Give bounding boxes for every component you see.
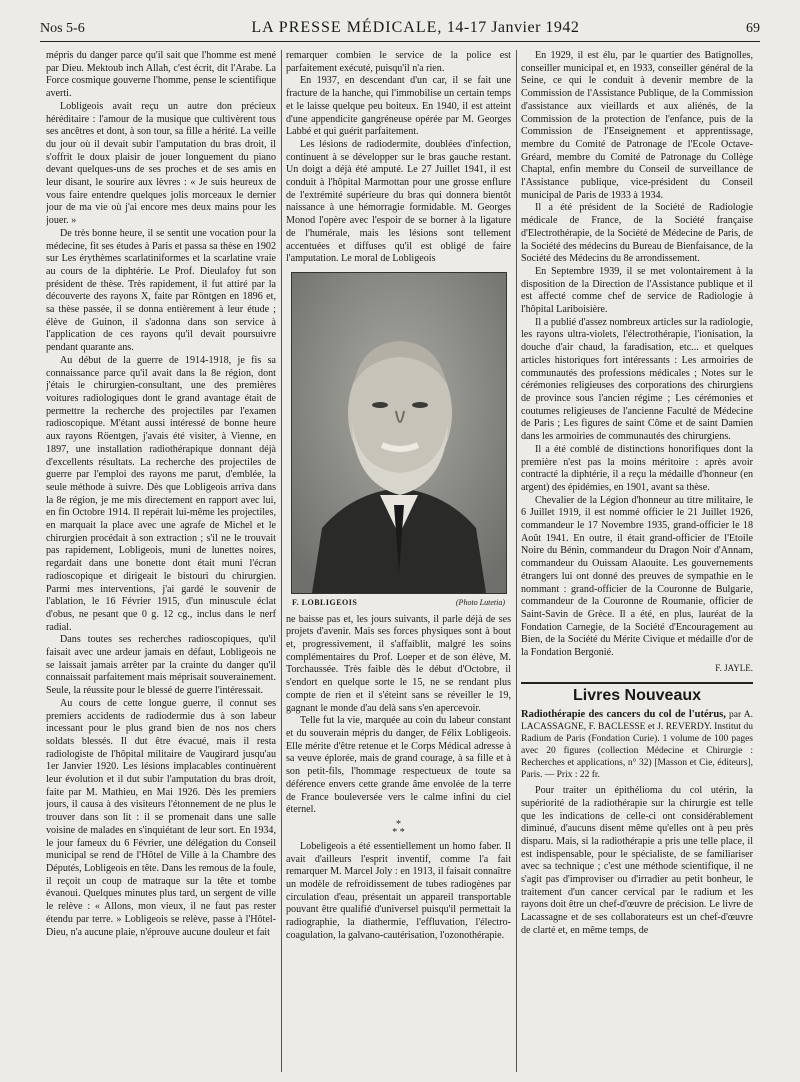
section-heading: Livres Nouveaux xyxy=(521,682,753,703)
paragraph: mépris du danger parce qu'il sait que l'homme est mené par Dieu. Mektoub inch Allah, c'est écrit, dit l'Arabe. La Force cosmique gouverne l'homme, pense le scientifique averti. xyxy=(46,50,276,100)
book-review-header xyxy=(521,709,753,781)
book-review-text: Pour traiter un épithélioma du col utérin, la supériorité de la radiothérapie sur la chirurgie est telle que les indications de celle-ci ont considérablement diminué, d'aucuns disent même qu'elles ont à peu près disparu. Mais, si la radiothérapie a pris une telle place, il est indispensable, pour le spécialiste, de se familiariser avec sa technique ; c'est une méthode scientifique, il ne s'agit pas d'improviser ou d'irradier au petit bonheur, le traitement d'un cancer cervical par le radium et les rayons doit être un chef-d'œuvre de précision. Le livre de Lacassagne et de ses collaborateurs est un chef-d'œuvre de clarté et, en même temps, de xyxy=(521,785,753,936)
column-left xyxy=(46,50,276,1072)
portrait-image xyxy=(292,273,506,593)
paragraph: En 1937, en descendant d'un car, il se fait une fracture de la hanche, qui l'immobilise un certain temps et le laisse quelque peu boiteux. En 1940, il est atteint d'une appendicite gangréneuse opérée par M. Georges Labbé et qui guérit parfaitement. xyxy=(286,75,511,138)
paragraph: En Septembre 1939, il se met volontairement à la disposition de la Direction de l'Assistance publique et il est affecté comme chef de service de Radiologie à l'hôpital Lariboisière. xyxy=(521,265,753,316)
issue-date: 14-17 Janvier 1942 xyxy=(446,19,580,36)
portrait-photo xyxy=(291,272,507,594)
column-middle xyxy=(286,50,511,1072)
paragraph: Au cours de cette longue guerre, il connut ses premiers accidents de radiodermie dus à son labeur incessant pour le plus grand bien de nos nos chers soldats blessés. Il dut être évacué, mais il resta radiologiste de l'hôpital militaire de Vaugirard jusqu'au 1er Janvier 1920. Les lésions implacables continuèrent leur évolution et il dut subir l'amputation du bras droit, faite par M. Mathieu, en Mai 1926. Dès les premiers jours, il causa à des visiteurs l'étonnement de ne plus le trouver dans son lit : il se promenait dans une salle voisine de malades en s'inquiétant de leur sort. En 1934, le jour fameux du 6 Février, une délégation du Conseil municipal se rend de l'Hôtel de Ville à la Chambre des Députés, Lobligeois en tête. Dans les remous de la foule, il reçoit un coup de matraque sur la tête et tombe évanoui. Quelques minutes plus tard, un sergent de ville le relève : « Allons, mon vieux, il ne faut pas rester étendu par terre. » Lobligeois se relève, passe à l'Hôtel-Dieu, n'a aucune plaie, n'éprouve aucune douleur et fait xyxy=(46,697,276,938)
page-number: 69 xyxy=(746,21,760,36)
paragraph: Il a publié d'assez nombreux articles sur la radiologie, les rayons ultra-violets, l'électrothérapie, l'ionisation, la douche d'air chaud, la faradisation, etc... et quelques articles historiques fort intéressants : Les armoiries de communautés des professions médicales ; Notes sur le cérémonies religieuses des corporations des chirurgiens de province sous l'ancien régime ; Les cérémonies et coutumes religieuses de l'ancienne Faculté de Médecine de Paris ; Les figures de saint Côme et de saint Damien dans les armoiries de communautés des chirurgiens. xyxy=(521,316,753,443)
book-title: Radiothérapie des cancers du col de l'utérus, xyxy=(521,709,726,721)
author-signature: F. JAYLE. xyxy=(715,662,753,673)
separator-stars: * * xyxy=(392,826,405,838)
paragraph: Lobligeois avait reçu un autre don précieux héréditaire : l'amour de la musique que cultivèrent tous ses ancêtres et dont, à son tour, sa fille a hérité. La veille du jour où il devait subir l'amputation du bras droit, il s'offrit le doux plaisir de jouer longuement du piano devant quelques-uns de ses proches et de ses amis en leur disant, le sourire aux lèvres : « Je suis heureux de vous faire entendre quelques jolis morceaux le dernier jour de ma vie où j'ai encore mes deux mains pour les jouer. » xyxy=(46,100,276,227)
paragraph: De très bonne heure, il se sentit une vocation pour la médecine, fit ses études à Paris et passa sa thèse en 1902 sur Les érythèmes scarlatiniformes et la scarlatine vraie au cours de la diphtérie. Le Prof. Dieulafoy fut son président de thèse. Très rapidement, il fut attiré par la découverte des rayons X, faite par Röntgen en 1896 et, sa thèse passée, il se donna entièrement à leur étude ; élève de Guinon, il s'adonna dans son service à l'application de ces rayons qu'il devait poursuivre pendant quarante ans. xyxy=(46,227,276,354)
page-header xyxy=(40,12,760,42)
masthead xyxy=(251,19,579,37)
paragraph: ne baisse pas et, les jours suivants, il parle déjà de ses projets d'avenir. Mais ses forces physiques sont à bout et, progressivement, il s'affaiblit, malgré les soins complémentaires du Prof. Loeper et de son élève, M. Torchaussée. Très faible dès le début d'Octobre, il s'endort en quelque sorte le 15, ne se rendant plus compte de rien et il s'éteint sans se réveiller le 19, gagnant le monde d'au delà sans s'en apercevoir. xyxy=(286,613,511,714)
publication-name: LA PRESSE MÉDICALE, xyxy=(251,19,443,36)
book-authors: par A. LACASSAGNE, F. BACLESSE et J. REVERDY. Institut du Radium de Paris (Fondation Curie). 1 volume de 100 pages avec 20 figures (collection Médecine et Chirurgie : Recherches et applications, n° 32) [Masson et Cie, éditeurs], Paris. — Prix : 22 fr. xyxy=(521,710,753,781)
separator-star: * xyxy=(396,818,401,830)
paragraph: Dans toutes ses recherches radioscopiques, qu'il faisait avec une ardeur jamais en défaut, Lobligeois ne se laissait jamais arrêter par la crainte du danger qu'il connaissait parfaitement mais méprisait souverainement. Seule, la réussite pour le blessé de guerre l'intéressait. xyxy=(46,634,276,697)
column-divider xyxy=(516,50,517,1072)
paragraph: Chevalier de la Légion d'honneur au titre militaire, le 6 Juillet 1919, il est nommé officier le 21 Juillet 1926, commandeur le 17 Novembre 1935, grand-officier le 18 Août 1941. En outre, il était grand-officier de l'Etoile Noire du Bénin, commandeur du Dragon Noir d'Annam, commandeur du Ouissam Alaouite. Les gouvernements étrangers lui ont donné des preuves de sympathie en le nommant : grand-officier de la Couronne de Bulgarie, commandeur de la Couronne de Roumanie, officier de Saint-Savin de Grèce. Il a été, en plus, lauréat de la Fondation Carnegie, de la Société d'Encouragement au Bien, de la Société du Mérite Civique et médaille d'or de la Fondation Bergonié. xyxy=(521,494,753,659)
section-separator xyxy=(286,818,511,838)
paragraph: Il a été comblé de distinctions honorifiques dont la première n'est pas la moins méritoire : après avoir contracté la diphtérie, il a reçu la médaille d'honneur (en argent) des épidémies, en 1901, avant sa thèse. xyxy=(521,443,753,493)
caption-name: F. LOBLIGEOIS xyxy=(292,597,358,607)
column-divider xyxy=(281,50,282,1072)
paragraph: Il a été président de la Société de Radiologie médicale de France, de la Société française d'Electrothérapie, de la Société de Médecine de Paris, de la Société des médecins du Bureau de Bienfaisance, de la Société des Médecins du 8e arrondissement. xyxy=(521,202,753,265)
paragraph: remarquer combien le service de la police est parfaitement exécuté, puisqu'il n'a rien. xyxy=(286,50,511,74)
paragraph: Telle fut la vie, marquée au coin du labeur constant et du souverain mépris du danger, de Félix Lobligeois. Elle mérite d'être retenue et le Corps Médical adresse à sa veuve éplorée, mais de grand courage, à sa fille et à son petit-fils, l'hommage respectueux de toute sa déférence envers cette grande âme envolée de la terre de France bouleversée vers le calme infini du ciel éternel. xyxy=(286,715,511,816)
paragraph: Au début de la guerre de 1914-1918, je fis sa connaissance parce qu'il avait dans la 8e région, dont j'étais le chirurgien-consultant, une des premières voitures radiologiques dont le grand avantage était de permettre la recherche des projectiles par l'examen radioscopique. M'étant aussi intéressé de bonne heure aux rayons Röentgen, j'avais été visiter, à Vienne, en 1897, une installation radiothérapique donnant déjà d'excellents résultats. La recherche des projectiles de guerre par l'emploi des rayons me parut, d'emblée, la seule méthode à suivre. Dès que Lobligeois arriva dans la 8e région, je me mis directement en rapport avec lui, en fin Octobre 1914. Il repérait lui-même les projectiles, en marquait la place avec une agrafe de Michel et le chirurgien procédait à son extraction ; s'il ne le trouvait pas rapidement, Lobligeois, muni de lunettes noires, regardait dans une bonette dont était muni l'écran radioscopique et dirigeait le bistouri du chirurgien. Parmi mes interventions, j'ai gardé le souvenir de l'ablation, le 16 Février 1915, d'un minuscule éclat d'obus, ne pesant que 0 g. 12 cg., inclus dans le nerf radial. xyxy=(46,354,276,633)
paragraph: Les lésions de radiodermite, doublées d'infection, continuent à se développer sur le bras gauche restant. Un doigt a déjà été amputé. Le 27 Juillet 1941, il est conduit à l'hôpital Marmottan pour une grosse enflure de l'extrémité supérieure du bras qui donnera bientôt naissance à une hémorragie formidable. M. Georges Monod l'opère avec l'espoir de se borner à la ligature de l'humérale, mais les lésions sont tellement accentuées et diffuses qu'il est obligé de faire l'amputation. Le moral de Lobligeois xyxy=(286,138,511,265)
paragraph: Lobeligeois a été essentiellement un homo faber. Il avait d'ailleurs l'esprit inventif, comme l'a fait remarquer M. Marcel Joly : en 1913, il faisait connaître un modèle de refroidissement de tubes radiogènes par circulation d'eau, présentait un appareil transportable pouvant être qualifié d'universel puisqu'il permettait la radiographie, la diathermie, l'effluvation, l'électro-coagulation, la galvano-cautérisation, l'ozonothérapie. xyxy=(286,840,511,941)
issue-number: Nos 5-6 xyxy=(40,21,85,36)
photo-caption xyxy=(292,597,505,610)
paragraph: En 1929, il est élu, par le quartier des Batignolles, conseiller municipal et, en 1933, conseiller général de la Seine, ce qui le conduit à devenir membre de la Commission de l'Assistance Publique, de la Commission d'assistance aux vieillards et aux aliénés, de la Commission de la protection de l'enfance, puis de la Commission de l'Enseignement et apprentissage, membre du Comité de Patronage de l'Ecole Octave-Gréard, membre du Comité de Patronage du Collège Chaptal, enfin membre du Conseil de surveillance de l'Assistance publique, vice-président du Conseil municipal de Paris de 1933 à 1934. xyxy=(521,50,753,201)
caption-credit: (Photo Lutetia) xyxy=(455,597,505,607)
column-right xyxy=(521,50,753,1072)
